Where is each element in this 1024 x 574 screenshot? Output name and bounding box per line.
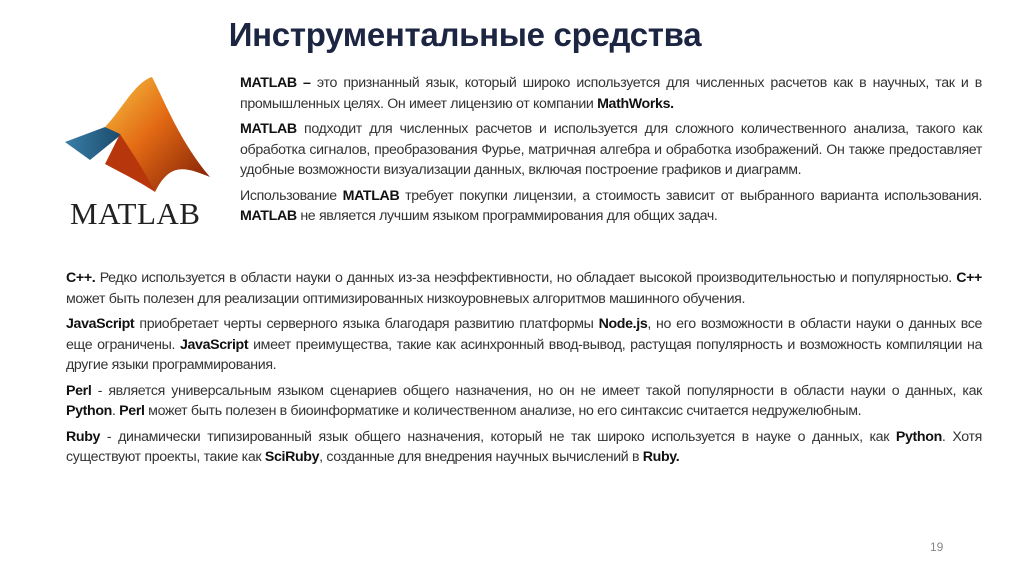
text-run: может быть полезен в биоинформатике и количественном анализе, но его синтаксис считается недружелюбным.: [144, 403, 862, 419]
bold-term: JavaScript: [66, 316, 135, 332]
bold-term: JavaScript: [179, 336, 249, 353]
bold-term: MATLAB: [342, 187, 400, 204]
paragraph: [240, 186, 982, 227]
text-run: Редко используется в области науки о данных из-за неэффективности, но обладает высокой производительностью и популярностью.: [95, 270, 957, 286]
paragraph: [66, 427, 982, 468]
text-run: может быть полезен для реализации оптимизированных низкоуровневых алгоритмов машинного обучения.: [66, 290, 746, 307]
bold-term: MathWorks.: [597, 95, 674, 112]
bold-term: MATLAB –: [240, 75, 311, 91]
bold-term: Ruby.: [642, 449, 680, 465]
bold-term: MATLAB: [240, 121, 297, 137]
bold-term: Ruby: [66, 428, 101, 445]
text-run: . Хотя существуют проекты, такие как: [66, 428, 982, 465]
languages-description: [66, 268, 982, 473]
text-run: подходит для численных расчетов и используется для сложного количественного анализа, такого как обработка сигналов, преобразования Фурье, матричная алгебра и обработка изображений. Он также предоставляет удобные возможности визуализации данных, включая построение графиков и диаграмм.: [240, 121, 982, 178]
matlab-description: [240, 73, 982, 232]
paragraph: [66, 314, 982, 376]
bold-term: Perl: [119, 403, 145, 419]
bold-term: Python: [895, 428, 942, 445]
text-run: , созданные для внедрения научных вычислений в: [319, 449, 643, 465]
text-run: не является лучшим языком программирования для общих задач.: [296, 208, 718, 224]
text-run: приобретает черты серверного языка благодаря развитию платформы: [134, 316, 599, 332]
text-run: Использование: [240, 187, 343, 204]
text-run: - является универсальным языком сценариев общего назначения, но он не имеет такой популярности в области науки о данных, как: [91, 382, 982, 399]
paragraph: [66, 268, 982, 309]
text-run: имеет преимущества, такие как асинхронный ввод-вывод, растущая популярность и возможность компиляции на другие языки программирования.: [66, 336, 982, 373]
paragraph: [240, 119, 982, 181]
paragraph: [240, 73, 982, 114]
text-run: .: [111, 403, 120, 419]
bold-term: C++.: [66, 270, 96, 286]
bold-term: C++: [956, 270, 982, 286]
paragraph: [66, 381, 982, 422]
slide-title: Инструментальные средства: [228, 16, 702, 53]
text-run: требует покупки лицензии, а стоимость зависит от выбранного варианта использования.: [399, 187, 983, 204]
text-run: , но его возможности в области науки о данных все еще ограничены.: [66, 316, 983, 353]
bold-term: Perl: [66, 382, 92, 399]
bold-term: SciRuby: [264, 449, 320, 465]
bold-term: MATLAB: [240, 208, 297, 224]
text-run: - динамически типизированный язык общего назначения, который не так широко используется в науке о данных, как: [100, 428, 896, 445]
page-number: 19: [930, 540, 944, 554]
matlab-logo-text: MATLAB: [70, 196, 201, 231]
text-run: это признанный язык, который широко используется для численных расчетов как в научных, так и в промышленных целях. Он имеет лицензию от компании: [240, 75, 982, 112]
bold-term: Node.js: [598, 316, 648, 332]
bold-term: Python: [66, 403, 112, 419]
